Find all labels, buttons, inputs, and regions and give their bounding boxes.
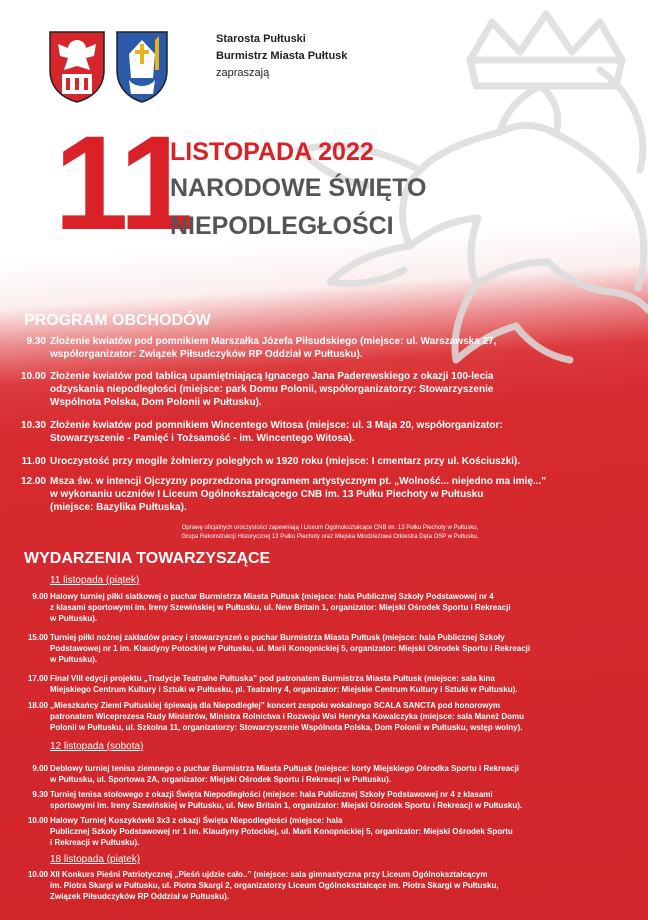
program-note [60,524,600,542]
event-time: 9.30 [32,790,48,799]
host-burmistrz: Burmistrz Miasta Pułtusk [216,50,348,62]
text-line: Podstawowej nr 1 im. Klaudyny Potockiej w Pułtusku, ul. Marii Konopnickiej 5, organizator: Miejski Ośrodek Sportu i Rekreacji [50,644,531,653]
text-line: Turniej piłki nożnej zakładów pracy i stowarzyszeń o puchar Burmistrza Miasta Pułtusk (miejsce: hala Publicznej Szkoły [50,633,505,642]
program-time: 10.30 [20,420,46,431]
text-line: w wykonaniu uczniów I Liceum Ogólnokształcącego CNB im. 13 Pułku Piechoty w Pułtusku [50,489,484,500]
event-time: 17.00 [27,674,48,683]
text-line: Publicznej Szkoły Podstawowej nr 1 im. Klaudyny Potockiej, ul. Marii Konopnickiej 5, organizator: Miejski Ośrodek Sportu [50,827,513,836]
text-line: Wspólnota Polska, Dom Polonii w Pułtusku). [50,397,262,408]
text-line: Turniej tenisa stołowego z okazji Święta Niepodległości (miejsce: hala Publicznej Szkoły Podstawowej nr 4 z klasami [50,790,493,799]
text-line: Polonii w Pułtusku, ul. Szkolna 11, organizatorzy: Stowarzyszenie Wspólnota Polska, Dom Polonii w Pułtusku, wstęp wolny). [50,723,523,732]
text-line: „Mieszkańcy Ziemi Pułtuskiej śpiewają dla Niepodległej” koncert zespołu wokalnego SCALA SANCTA pod honorowym [50,701,501,710]
event-text [50,632,610,665]
program-heading: PROGRAM OBCHODÓW [24,312,211,329]
event-day-date: 12 listopada (sobota) [50,741,144,752]
text-line: Uroczystość przy mogile żołnierzy poległych w 1920 roku (miejsce: I cmentarz przy ul. Kościuszki). [50,456,521,467]
text-line: w Pułtusku). [50,614,98,623]
events-heading: WYDARZENIA TOWARZYSZĄCE [24,550,271,567]
text-line: Stowarzyszenie - Pamięć i Tożsamość - im. Wincentego Witosa). [50,433,355,444]
text-line: Złożenie kwiatów pod pomnikiem Marszałka Józefa Piłsudskiego (miejsce: ul. Warszawska 27, [50,336,497,347]
event-time: 10.00 [27,816,48,825]
text-line: Złożenie kwiatów pod pomnikiem Wincentego Witosa (miejsce: ul. 3 Maja 20, współorganizator: [50,420,503,431]
note-line: Oprawę oficjalnych uroczystości zapewniają I Liceum Ogólnokształcące CNB im. 13 Pułku Piechoty w Pułtusku, [181,525,479,531]
coat-of-arms-bishop-icon [115,30,169,104]
text-line: Złożenie kwiatów pod tablicą upamiętniającą Ignacego Jana Paderewskiego z okazji 100-lecia [50,371,494,382]
host-starosta: Starosta Pułtuski [216,33,306,45]
text-line: Związek Piłsudczyków RP Oddział w Pułtusku). [50,892,230,901]
text-line: i Rekreacji w Pułtusku). [50,838,140,847]
text-line: odzyskania niepodległości (miejsce: park Domu Polonii, współorganizatorzy: Stowarzyszenie [50,384,494,395]
program-time: 11.00 [21,456,46,467]
event-text [50,789,610,811]
program-text [50,475,610,514]
text-line: sportowymi im. Ireny Szewińskiej w Pułtusku, ul. New Britain 1, organizator: Miejski Ośrodek Sportu i Rekreacji w Pułtusku). [50,801,523,810]
hero-month-year: LISTOPADA 2022 [170,138,374,166]
text-line: współorganizator: Związek Piłsudczyków RP Oddział w Pułtusku). [50,349,363,360]
event-day-date: 11 listopada (piątek) [50,575,140,586]
text-line: Miejskiego Centrum Kultury i Sztuki w Pułtusku, pl. Teatralny 4, organizator: Miejskie Centrum Kultury i Sztuki w Pułtusku). [50,685,518,694]
program-text [50,419,610,445]
event-time: 10.00 [27,870,48,879]
text-line: (miejsce: Bazylika Pułtuska). [50,502,187,513]
note-line: Grupa Rekonstrukcji Historycznej 13 Pułku Piechoty oraz Miejska Młodzieżowa Orkiestra Dęta OSP w Pułtusku. [181,534,479,540]
event-time: 18.00 [27,701,48,710]
program-time: 9.30 [26,336,46,347]
hero-day-number: 11 [54,109,192,258]
program-text [50,370,610,409]
program-time: 10.00 [20,371,46,382]
host-invite: zapraszają [216,67,270,79]
text-line: w Pułtusku). [50,655,98,664]
event-time: 9.00 [32,592,48,601]
text-line: XII Konkurs Pieśni Patriotycznej „Pieśń ujdzie cało..” (miejsce: sala gimnastyczna przy Liceum Ogólnokształcącym [50,870,488,879]
text-line: patronatem Wiceprezesa Rady Ministrów, Ministra Rolnictwa i Rozwoju Wsi Henryka Kowalczyka (miejsce: sala Maneż Domu [50,712,524,721]
text-line: im. Piotra Skargi w Pułtusku, ul. Piotra Skargi 2, organizatorzy Liceum Ogólnokształcące im. Piotra Skargi w Pułtusku, [50,881,499,890]
event-text [50,673,610,695]
event-text [50,815,610,848]
text-line: Deblowy turniej tenisa ziemnego o puchar Burmistrza Miasta Pułtusk (miejsce: korty Miejskiego Ośrodka Sportu i Rekreacji [50,764,520,773]
text-line: z klasami sportowymi im. Ireny Szewińskiej w Pułtusku, ul. New Britain 1, organizator: Miejski Ośrodek Sportu i Rekreacji [50,603,511,612]
program-time: 12.00 [20,476,46,487]
text-line: Finał VIII edycji projektu „Tradycje Teatralne Pułtuska” pod patronatem Burmistrza Miasta Pułtusk (miejsce: sala kina [50,674,495,683]
hero-title-line2: NIEPODLEGŁOŚCI [170,212,394,240]
event-text [50,869,610,902]
event-text [50,763,610,785]
event-text [50,700,610,733]
text-line: Halowy turniej piłki siatkowej o puchar Burmistrza Miasta Pułtusk (miejsce: hala Publicznej Szkoły Podstawowej nr 4 [50,592,494,601]
hero-title-line1: NARODOWE ŚWIĘTO [170,174,427,202]
coat-of-arms-eagle-icon [48,30,106,104]
text-line: Halowy Turniej Koszykówki 3x3 z okazji Święta Niepodległości (miejsce: hala [50,816,343,825]
event-time: 15.00 [27,633,48,642]
program-text [50,335,610,361]
event-text [50,591,610,624]
text-line: Msza św. w intencji Ojczyzny poprzedzona programem artystycznym pt. „Wolność... niejedno ma imię...” [50,476,547,487]
event-time: 9.00 [32,764,48,773]
event-day-date: 18 listopada (piątek) [50,854,141,865]
program-text [50,455,610,468]
text-line: w Pułtusku, ul. Sportowa 2A, organizator: Miejski Ośrodek Sportu i Rekreacji w Pułtusku). [50,775,391,784]
